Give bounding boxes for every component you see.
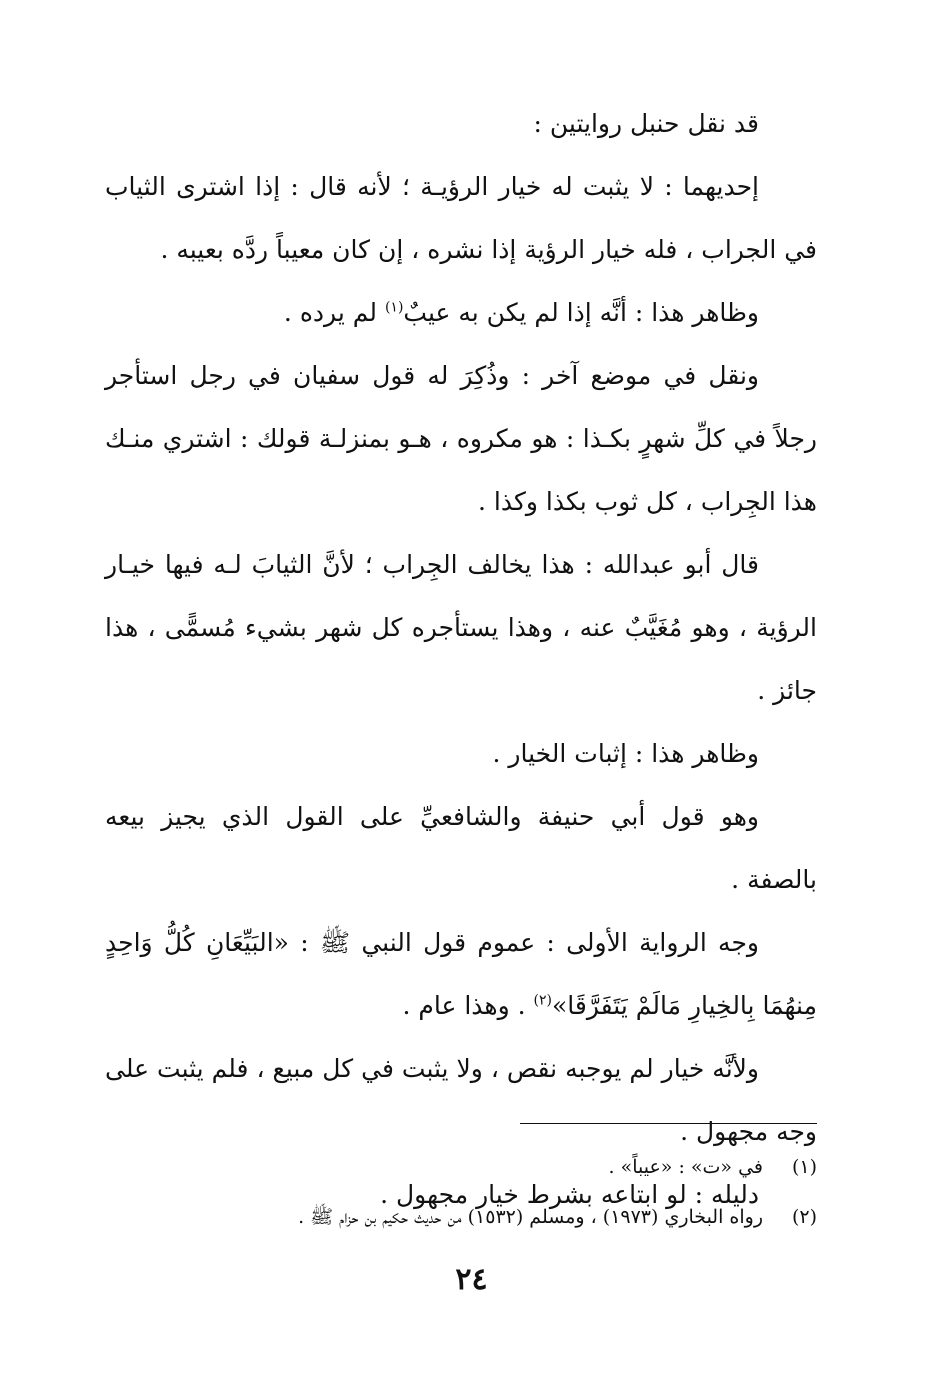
paragraph-2: إحديهما : لا يثبت له خيار الرؤيـة ؛ لأنه قال : إذا اشترى الثياب في الجراب ، فله خيار الرؤية إذا نشره ، إن كان معيباً ردَّه بعيبه .: [105, 172, 817, 264]
paragraph-6: وظاهر هذا : إثبات الخيار .: [492, 739, 759, 768]
footnote-number: (١): [791, 1156, 817, 1178]
paragraph-8: [105, 911, 817, 1037]
footnote-text: في «ت» : «عيباً» .: [608, 1156, 763, 1178]
paragraph-1: قد نقل حنبل روايتين :: [533, 109, 759, 138]
paragraph-7: وهو قول أبي حنيفة والشافعيِّ على القول الذي يجيز بيعه بالصفة .: [105, 802, 817, 894]
footnote-1: [105, 1142, 817, 1192]
paragraph-3-end: لم يرده .: [283, 298, 385, 327]
paragraph-8-end: . وهذا عام .: [402, 991, 534, 1020]
footnote-ref-2: (٢): [533, 992, 552, 1009]
paragraph-10: دليله : لو ابتاعه بشرط خيار مجهول .: [380, 1180, 759, 1209]
footnote-number: (٢): [791, 1206, 817, 1228]
paragraph-3: [105, 281, 817, 344]
paragraph-5: قال أبو عبدالله : هذا يخالف الجِراب ؛ لأنَّ الثيابَ لـه فيها خيـار الرؤية ، وهو مُغَيَّبٌ عنه ، وهذا يستأجره كل شهر بشيء مُسمًّى ، هذا جائز .: [105, 550, 817, 705]
footnotes: [105, 1142, 817, 1242]
main-text: [105, 92, 817, 1226]
paragraph-9: ولأنَّه خيار لم يوجبه نقص ، ولا يثبت في كل مبيع ، فلم يثبت على وجه مجهول .: [105, 1054, 817, 1146]
paragraph-4: ونقل في موضع آخر : وذُكِرَ له قول سفيان في رجل استأجر رجلاً في كلِّ شهرٍ بكـذا : هو مكروه ، هـو بمنزلـة قولك : اشتري منـك هذا الجِراب ، كل ثوب بكذا وكذا .: [105, 361, 817, 516]
page-number: ٢٤: [455, 1262, 488, 1297]
footnote-2: [105, 1192, 817, 1242]
footnote-text: رواه البخاري (١٩٧٣) ، ومسلم (١٥٣٢) من حديث حكيم بن حزام ﷺ .: [298, 1206, 763, 1228]
footnote-ref-1: (١): [384, 299, 404, 316]
paragraph-3-text: وظاهر هذا : أنَّه إذا لم يكن به عيبٌ: [403, 298, 759, 327]
paragraph-8-text: وجه الرواية الأولى : عموم قول النبي ﷺ : «البَيِّعَانِ كُلُّ وَاحِدٍ مِنهُمَا بِالخِيارِ مَالَمْ يَتَفَرَّقَا»: [105, 928, 817, 1020]
footnote-divider: [520, 1123, 817, 1124]
